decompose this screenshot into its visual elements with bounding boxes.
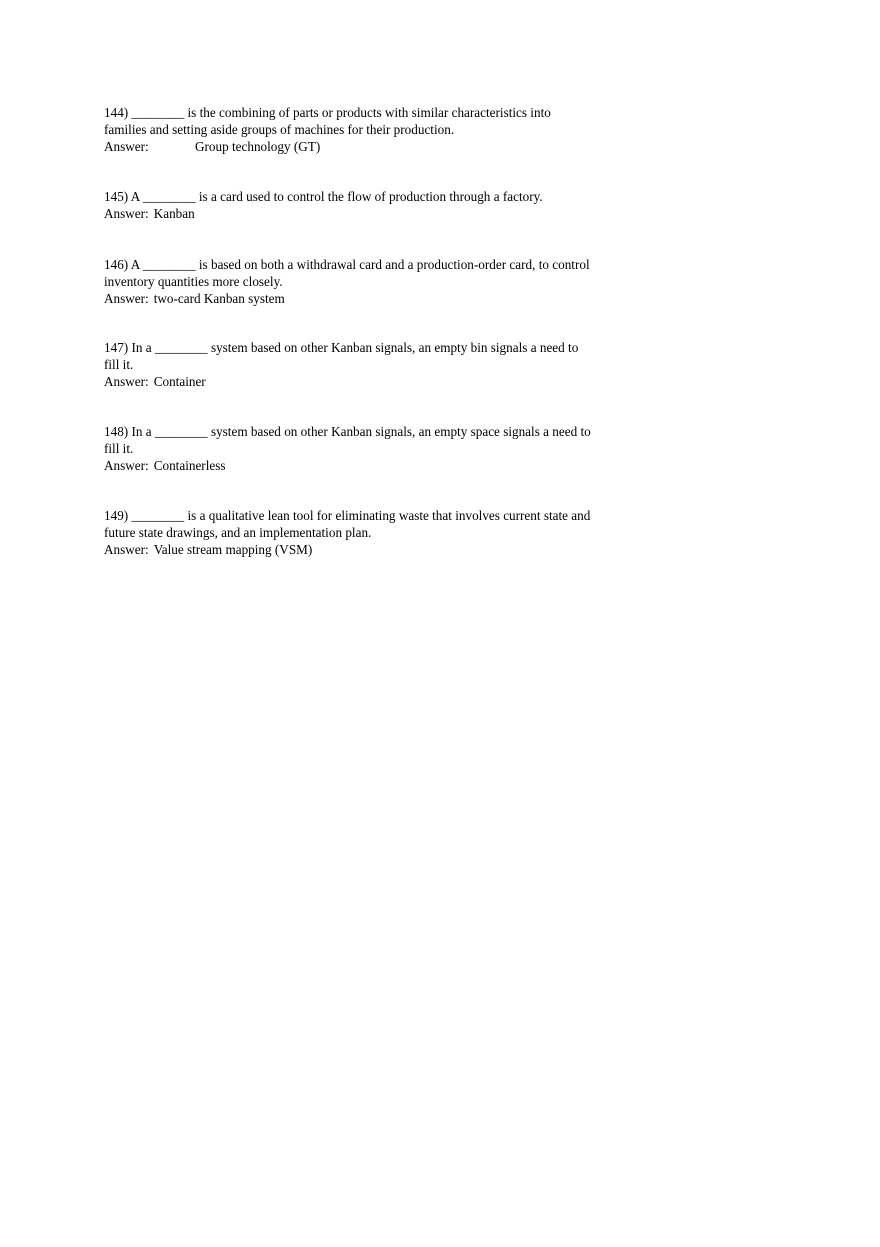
answer-text: Containerless	[153, 457, 226, 473]
answer-text: Kanban	[153, 205, 195, 221]
answer-text: Value stream mapping (VSM)	[153, 541, 313, 557]
question-text-line: future state drawings, and an implementation plan.	[104, 524, 372, 540]
question-147	[104, 340, 664, 390]
question-text-line: 148) In a ________ system based on other Kanban signals, an empty space signals a need to	[104, 424, 591, 439]
question-text-line: families and setting aside groups of machines for their production.	[104, 121, 455, 137]
answer-line	[104, 458, 664, 475]
answer-line	[104, 542, 664, 559]
answer-label: Answer:	[104, 290, 149, 306]
question-149	[104, 508, 664, 558]
answer-line	[104, 139, 664, 156]
question-text-line: inventory quantities more closely.	[104, 273, 283, 289]
question-145	[104, 189, 664, 223]
question-148	[104, 424, 664, 474]
answer-text: Container	[153, 373, 206, 389]
answer-text: Group technology (GT)	[195, 138, 321, 154]
question-text-line: 145) A ________ is a card used to control the flow of production through a factory.	[104, 189, 543, 204]
question-text-line: 149) ________ is a qualitative lean tool for eliminating waste that involves current state and	[104, 508, 591, 523]
answer-label: Answer:	[104, 541, 149, 557]
answer-line	[104, 291, 664, 308]
answer-label: Answer:	[104, 373, 149, 389]
answer-label: Answer:	[104, 205, 149, 221]
question-text-line: fill it.	[104, 356, 134, 372]
answer-line	[104, 374, 664, 391]
question-144	[104, 105, 664, 155]
answer-text: two-card Kanban system	[153, 290, 285, 306]
question-text-line: 144) ________ is the combining of parts or products with similar characteristics into	[104, 105, 551, 120]
answer-line	[104, 206, 664, 223]
question-text-line: 146) A ________ is based on both a withdrawal card and a production-order card, to control	[104, 257, 590, 272]
question-146	[104, 257, 664, 307]
question-text-line: 147) In a ________ system based on other Kanban signals, an empty bin signals a need to	[104, 340, 579, 355]
question-text-line: fill it.	[104, 440, 134, 456]
answer-label: Answer:	[104, 457, 149, 473]
answer-label: Answer:	[104, 138, 149, 154]
